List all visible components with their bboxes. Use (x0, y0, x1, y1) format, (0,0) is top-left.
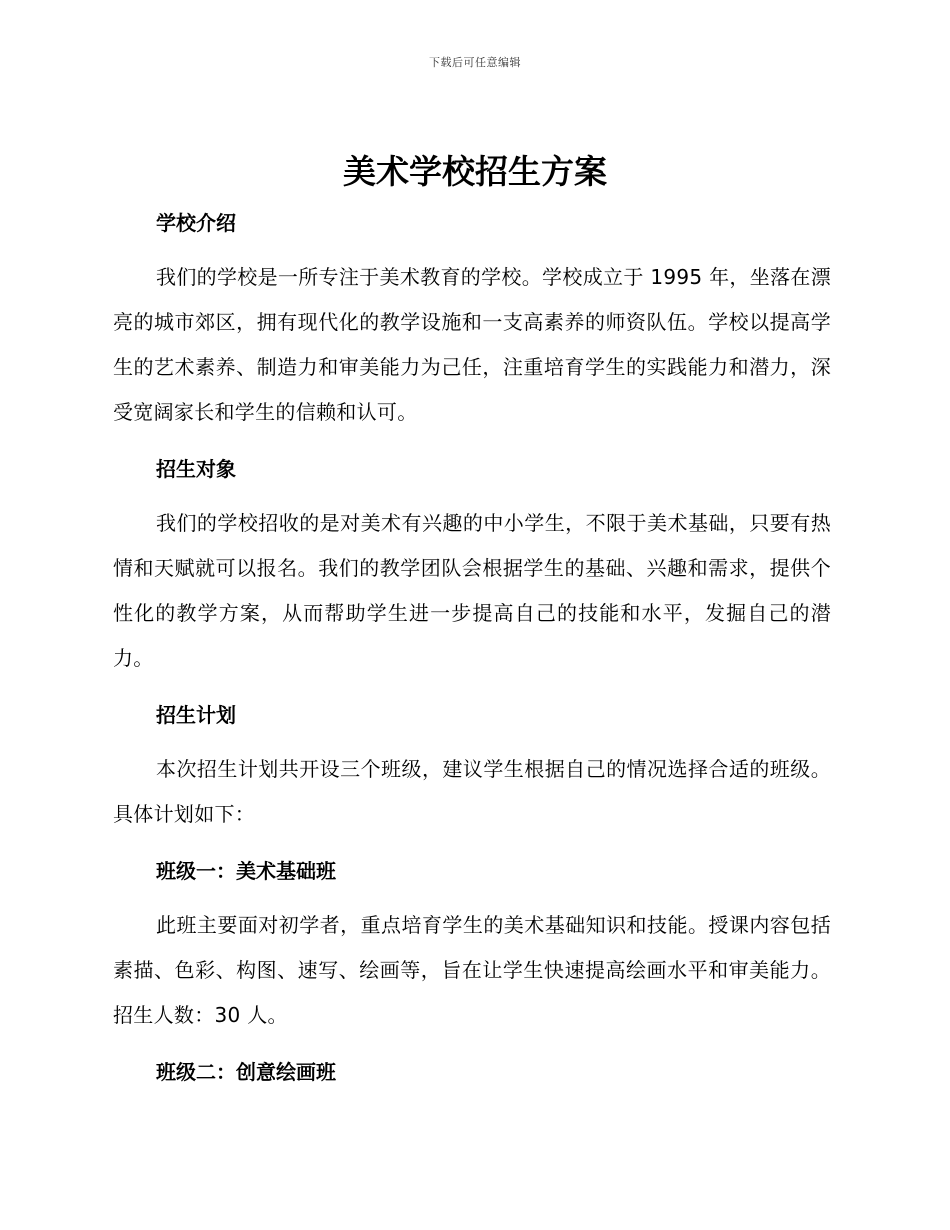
section-heading-enrollment-plan: 招生计划 (156, 703, 236, 727)
section-heading-school-intro: 学校介绍 (156, 211, 236, 235)
section-heading-enrollment-target: 招生对象 (156, 457, 236, 481)
section-heading-class-two: 班级二：创意绘画班 (156, 1060, 336, 1084)
section-paragraph-class-one: 此班主要面对初学者，重点培育学生的美术基础知识和技能。授课内容包括素描、色彩、构图、速写、绘画等，旨在让学生快速提高绘画水平和审美能力。招生人数：30 人。 (113, 913, 831, 1027)
section-paragraph-enrollment-plan: 本次招生计划共开设三个班级，建议学生根据自己的情况选择合适的班级。具体计划如下： (113, 757, 831, 826)
section-heading-class-one: 班级一：美术基础班 (156, 859, 336, 883)
section-paragraph-enrollment-target: 我们的学校招收的是对美术有兴趣的中小学生，不限于美术基础，只要有热情和天赋就可以报名。我们的教学团队会根据学生的基础、兴趣和需求，提供个性化的教学方案，从而帮助学生进一步提高自己的技能和水平，发掘自己的潜力。 (113, 511, 831, 670)
document-title: 美术学校招生方案 (343, 152, 607, 191)
header-note: 下载后可任意编辑 (429, 56, 521, 69)
document-body (113, 203, 831, 1104)
section-paragraph-school-intro: 我们的学校是一所专注于美术教育的学校。学校成立于 1995 年，坐落在漂亮的城市郊区，拥有现代化的教学设施和一支高素养的师资队伍。学校以提高学生的艺术素养、制造力和审美能力为己任，注重培育学生的实践能力和潜力，深受宽阔家长和学生的信赖和认可。 (113, 265, 831, 424)
